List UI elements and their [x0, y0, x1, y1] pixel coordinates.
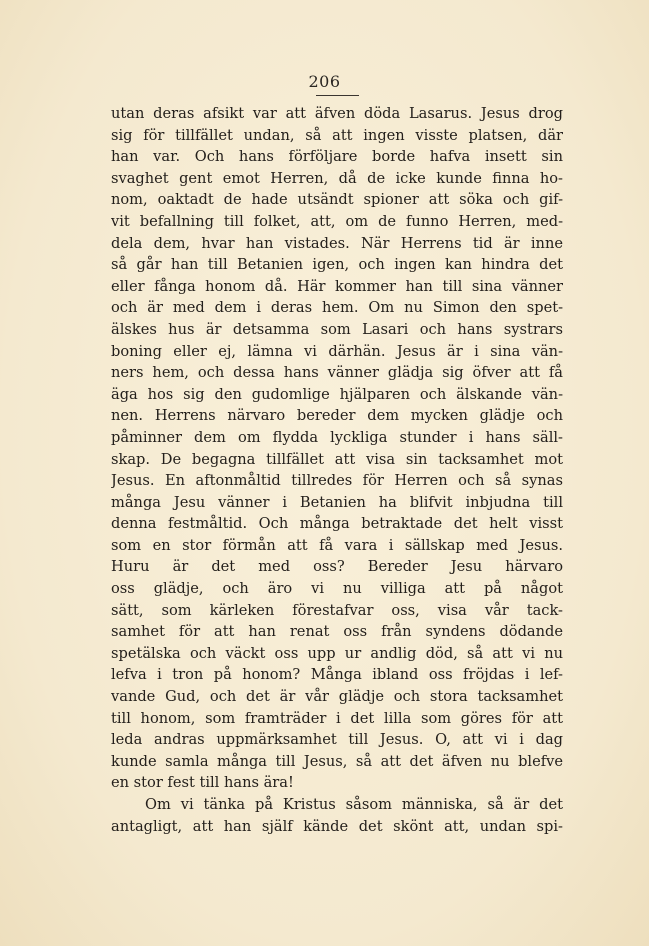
body-text: [111, 103, 563, 837]
text-line: vande Gud, och det är vår glädje och stora tacksamhet: [111, 688, 563, 706]
text-line: dela dem, hvar han vistades. När Herrens tid är inne: [111, 234, 563, 252]
text-line: han var. Och hans förföljare borde hafva insett sin: [111, 148, 563, 166]
page-number-rule: [316, 95, 359, 96]
text-line: många Jesu vänner i Betanien ha blifvit inbjudna till: [111, 493, 563, 511]
text-line: som en stor förmån att få vara i sällskap med Jesus.: [111, 536, 563, 554]
text-line: sig för tillfället undan, så att ingen visste platsen, där: [111, 126, 563, 144]
text-line: så går han till Betanien igen, och ingen kan hindra det: [111, 256, 563, 274]
text-line: skap. De begagna tillfället att visa sin tacksamhet mot: [111, 450, 563, 468]
text-line: eller fånga honom då. Här kommer han till sina vänner: [111, 277, 563, 295]
text-line: svaghet gent emot Herren, då de icke kunde finna ho-: [111, 169, 563, 187]
text-line: sätt, som kärleken förestafvar oss, visa vår tack-: [111, 601, 563, 619]
text-line: vit befallning till folket, att, om de funno Herren, med-: [111, 212, 563, 230]
text-line: boning eller ej, lämna vi därhän. Jesus är i sina vän-: [111, 342, 563, 360]
text-line: till honom, som framträder i det lilla som göres för att: [111, 709, 563, 727]
text-line: nom, oaktadt de hade utsändt spioner att söka och gif-: [111, 191, 563, 209]
text-line: lefva i tron på honom? Många ibland oss fröjdas i lef-: [111, 666, 563, 684]
page-number: 206: [308, 72, 341, 91]
text-line: antagligt, att han själf kände det skönt att, undan spi-: [111, 817, 563, 835]
text-line: leda andras uppmärksamhet till Jesus. O, att vi i dag: [111, 731, 563, 749]
text-line: påminner dem om flydda lyckliga stunder i hans säll-: [111, 428, 563, 446]
text-line: utan deras afsikt var att äfven döda Lasarus. Jesus drog: [111, 105, 563, 122]
text-line: kunde samla många till Jesus, så att det äfven nu blefve: [111, 752, 563, 770]
text-line: samhet för att han renat oss från syndens dödande: [111, 623, 563, 641]
text-line: oss glädje, och äro vi nu villiga att på något: [111, 580, 563, 598]
text-line: en stor fest till hans ära!: [111, 774, 294, 792]
text-line: älskes hus är detsamma som Lasari och hans systrars: [111, 320, 563, 338]
text-line: denna festmåltid. Och många betraktade det helt visst: [111, 515, 563, 533]
text-line: spetälska och väckt oss upp ur andlig död, så att vi nu: [111, 644, 563, 662]
text-line: och är med dem i deras hem. Om nu Simon den spet-: [111, 299, 563, 317]
text-line: äga hos sig den gudomlige hjälparen och älskande vän-: [111, 385, 563, 403]
text-line: Huru är det med oss? Bereder Jesu härvaro: [111, 558, 563, 576]
text-line: ners hem, och dessa hans vänner glädja sig öfver att få: [111, 364, 563, 382]
text-line: nen. Herrens närvaro bereder dem mycken glädje och: [111, 407, 563, 425]
text-line: Jesus. En aftonmåltid tillredes för Herren och så synas: [111, 472, 563, 490]
paragraph-start-line: Om vi tänka på Kristus såsom människa, så är det: [145, 796, 563, 813]
